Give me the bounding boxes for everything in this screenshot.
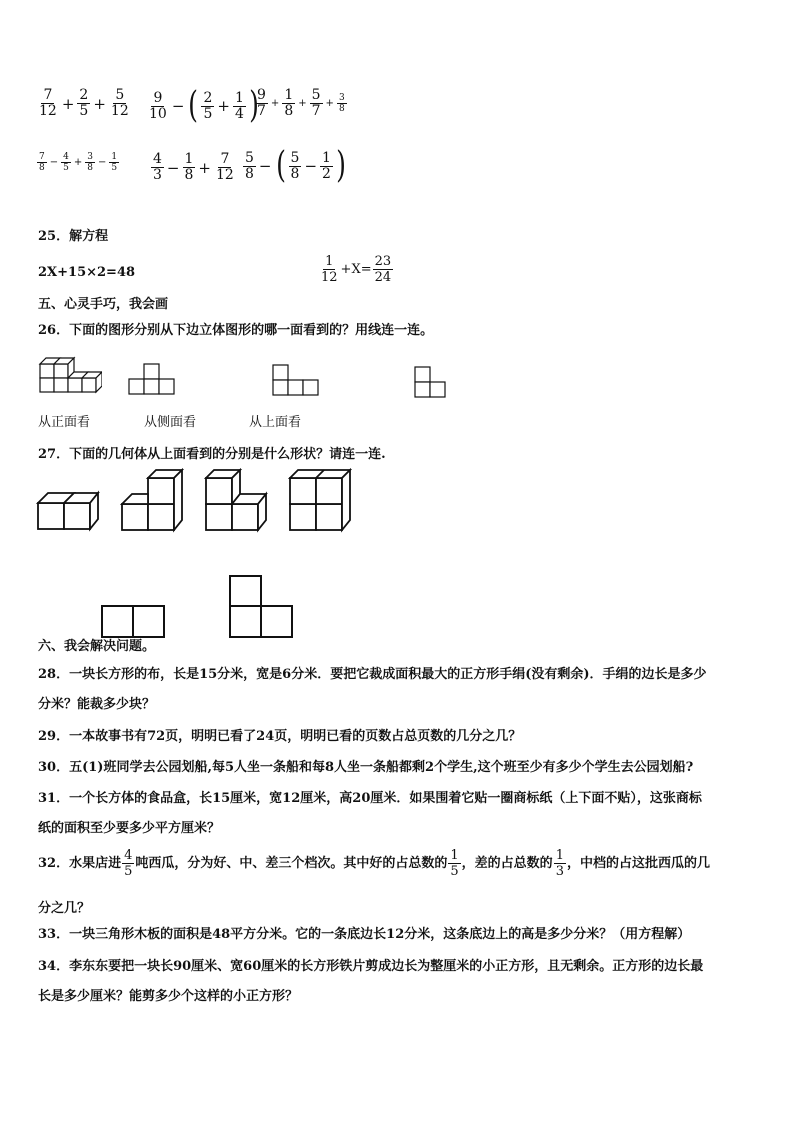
fraction [147, 91, 169, 122]
q28-line-1: 28．一块长方形的布，长是15分米，宽是6分米．要把它裁成面积最大的正方形手绢(没有剩余)．手绢的边长是多少 [38, 667, 707, 682]
operator: − [49, 157, 59, 168]
denominator: 5 [79, 103, 89, 119]
numerator: 7 [39, 152, 45, 162]
calc-expr-2-2 [150, 152, 237, 183]
operator: + [73, 157, 83, 168]
operator: + [298, 98, 307, 109]
fraction [337, 93, 347, 114]
q26-view-front [128, 360, 178, 400]
calc-expr-2-3 [242, 145, 348, 186]
numerator: 5 [115, 87, 125, 103]
operator: + [325, 98, 334, 109]
numerator: 3 [87, 152, 93, 162]
fraction [320, 151, 333, 182]
denominator: 8 [245, 165, 254, 182]
denominator: 8 [284, 103, 294, 119]
denominator: 8 [87, 163, 93, 173]
q34-line-2: 长是多少厘米？能剪多少个这样的小正方形？ [38, 989, 299, 1004]
fraction [109, 152, 119, 173]
numerator: 5 [290, 149, 300, 166]
q27-title: 27．下面的几何体从上面看到的分别是什么形状？请连一连. [38, 447, 386, 462]
numerator: 1 [322, 149, 331, 166]
parenthesis: ( [275, 145, 286, 186]
numerator: 5 [245, 149, 254, 166]
operator: − [97, 157, 107, 168]
fraction [233, 91, 246, 122]
q30: 30．五(1)班同学去公园划船,每5人坐一条船和每8人坐一条船都剩2个学生,这个班至少有多少个学生去公园划船? [38, 760, 694, 775]
denominator: 2 [322, 165, 331, 182]
operator: + [198, 158, 211, 177]
denominator: 8 [338, 104, 345, 114]
q29: 29．一本故事书有72页，明明已看了24页，明明已看的页数占总页数的几分之几？ [38, 729, 522, 744]
fraction [255, 88, 268, 119]
denominator: 12 [110, 103, 129, 119]
q26-label-side: 从侧面看 [144, 415, 197, 430]
numerator: 1 [184, 151, 194, 167]
fraction [61, 152, 71, 173]
fraction [289, 151, 302, 182]
operator: − [304, 157, 318, 175]
q27-top-view-2 [228, 574, 296, 640]
q28-line-2: 分米？能裁多少块？ [38, 697, 156, 712]
fraction [282, 88, 295, 119]
q31-line-2: 纸的面积至少要多少平方厘米？ [38, 821, 221, 836]
fraction [201, 91, 214, 122]
fraction [37, 88, 59, 119]
fraction [85, 152, 95, 173]
q27-solid-3 [204, 468, 268, 534]
numerator: 1 [111, 152, 118, 162]
operator: − [258, 157, 272, 175]
numerator: 3 [338, 93, 345, 103]
q33: 33．一块三角形木板的面积是48平方分米。它的一条底边长12分米，这条底边上的高是多少分米？（用方程解） [38, 927, 691, 942]
numerator: 4 [153, 151, 162, 167]
q32-line-1: 32．水果店进 $\frac{4}{5}$ 吨西瓜，分为好、中、差三个档次。其中好的占总数的 $\frac{1}{5}$ ，差的占总数的 $\frac{1}{3}$ ，中档的占这批西瓜的几 [38, 848, 710, 879]
denominator: 3 [153, 167, 162, 183]
q26-view-top [272, 363, 322, 403]
denominator: 12 [39, 103, 57, 119]
parenthesis: ) [248, 85, 259, 126]
numerator: 5 [311, 87, 321, 103]
numerator: 7 [220, 151, 230, 167]
numerator: 4 [63, 152, 69, 162]
denominator: 5 [63, 163, 69, 173]
fraction [310, 88, 323, 119]
denominator: 8 [184, 167, 194, 183]
numerator: 9 [153, 89, 163, 106]
q26-label-top: 从上面看 [249, 415, 302, 430]
q26-view-side [412, 364, 448, 404]
calc-expr-2-1 [36, 152, 120, 173]
operator: + [61, 94, 75, 113]
denominator: 10 [149, 105, 167, 122]
parenthesis: ) [336, 145, 346, 186]
denominator: 5 [203, 105, 213, 122]
numerator: 1 [284, 87, 294, 103]
denominator: 5 [111, 163, 118, 173]
q34-line-1: 34．李东东要把一块长90厘米、宽60厘米的长方形铁片剪成边长为整厘米的小正方形，且无剩余。正方形的边长最 [38, 959, 704, 974]
numerator: 1 [234, 89, 244, 106]
q27-solid-1 [36, 487, 100, 533]
q27-top-view-1 [100, 604, 168, 640]
q26-label-front: 从正面看 [38, 415, 91, 430]
fraction [243, 151, 256, 182]
q26-title: 26．下面的图形分别从下边立体图形的哪一面看到的？用线连一连。 [38, 323, 434, 338]
numerator: 7 [43, 87, 53, 103]
denominator: 8 [290, 165, 300, 182]
operator: + [217, 97, 230, 115]
q27-solid-4 [288, 468, 352, 534]
calc-expr-1-3 [254, 88, 348, 119]
operator: − [171, 97, 185, 115]
denominator: 8 [39, 163, 45, 173]
denominator: 4 [234, 105, 244, 122]
numerator: 2 [203, 89, 213, 106]
q25-equation-1: 2X+15×2=48 [38, 265, 136, 280]
q32-line-2: 分之几？ [38, 901, 91, 916]
fraction [151, 152, 164, 183]
fraction [183, 152, 196, 183]
section-5-heading: 五、心灵手巧，我会画 [38, 297, 169, 312]
fraction [214, 152, 236, 183]
q25-title: 25．解方程 [38, 229, 109, 244]
section-6-heading: 六、我会解决问题。 [38, 639, 156, 654]
q25-equation-2: $\frac{1}{12}$ +X= $\frac{23}{24}$ [321, 254, 392, 285]
operator: − [166, 158, 180, 177]
denominator: 7 [311, 103, 321, 119]
numerator: 2 [79, 87, 89, 103]
q27-solid-2 [120, 468, 184, 534]
parenthesis: ( [188, 85, 199, 126]
numerator: 9 [257, 87, 266, 103]
calc-expr-1-2 [146, 85, 261, 126]
fraction [37, 152, 47, 173]
fraction [77, 88, 90, 119]
calc-expr-1-1 [36, 88, 132, 119]
fraction [109, 88, 131, 119]
denominator: 12 [216, 167, 234, 183]
q31-line-1: 31．一个长方体的食品盒，长15厘米，宽12厘米，高20厘米．如果围着它贴一圈商标纸（上下面不贴），这张商标 [38, 791, 702, 806]
operator: + [270, 98, 280, 109]
denominator: 7 [257, 103, 266, 119]
operator: + [93, 94, 106, 113]
q26-solid-figure [36, 352, 102, 398]
